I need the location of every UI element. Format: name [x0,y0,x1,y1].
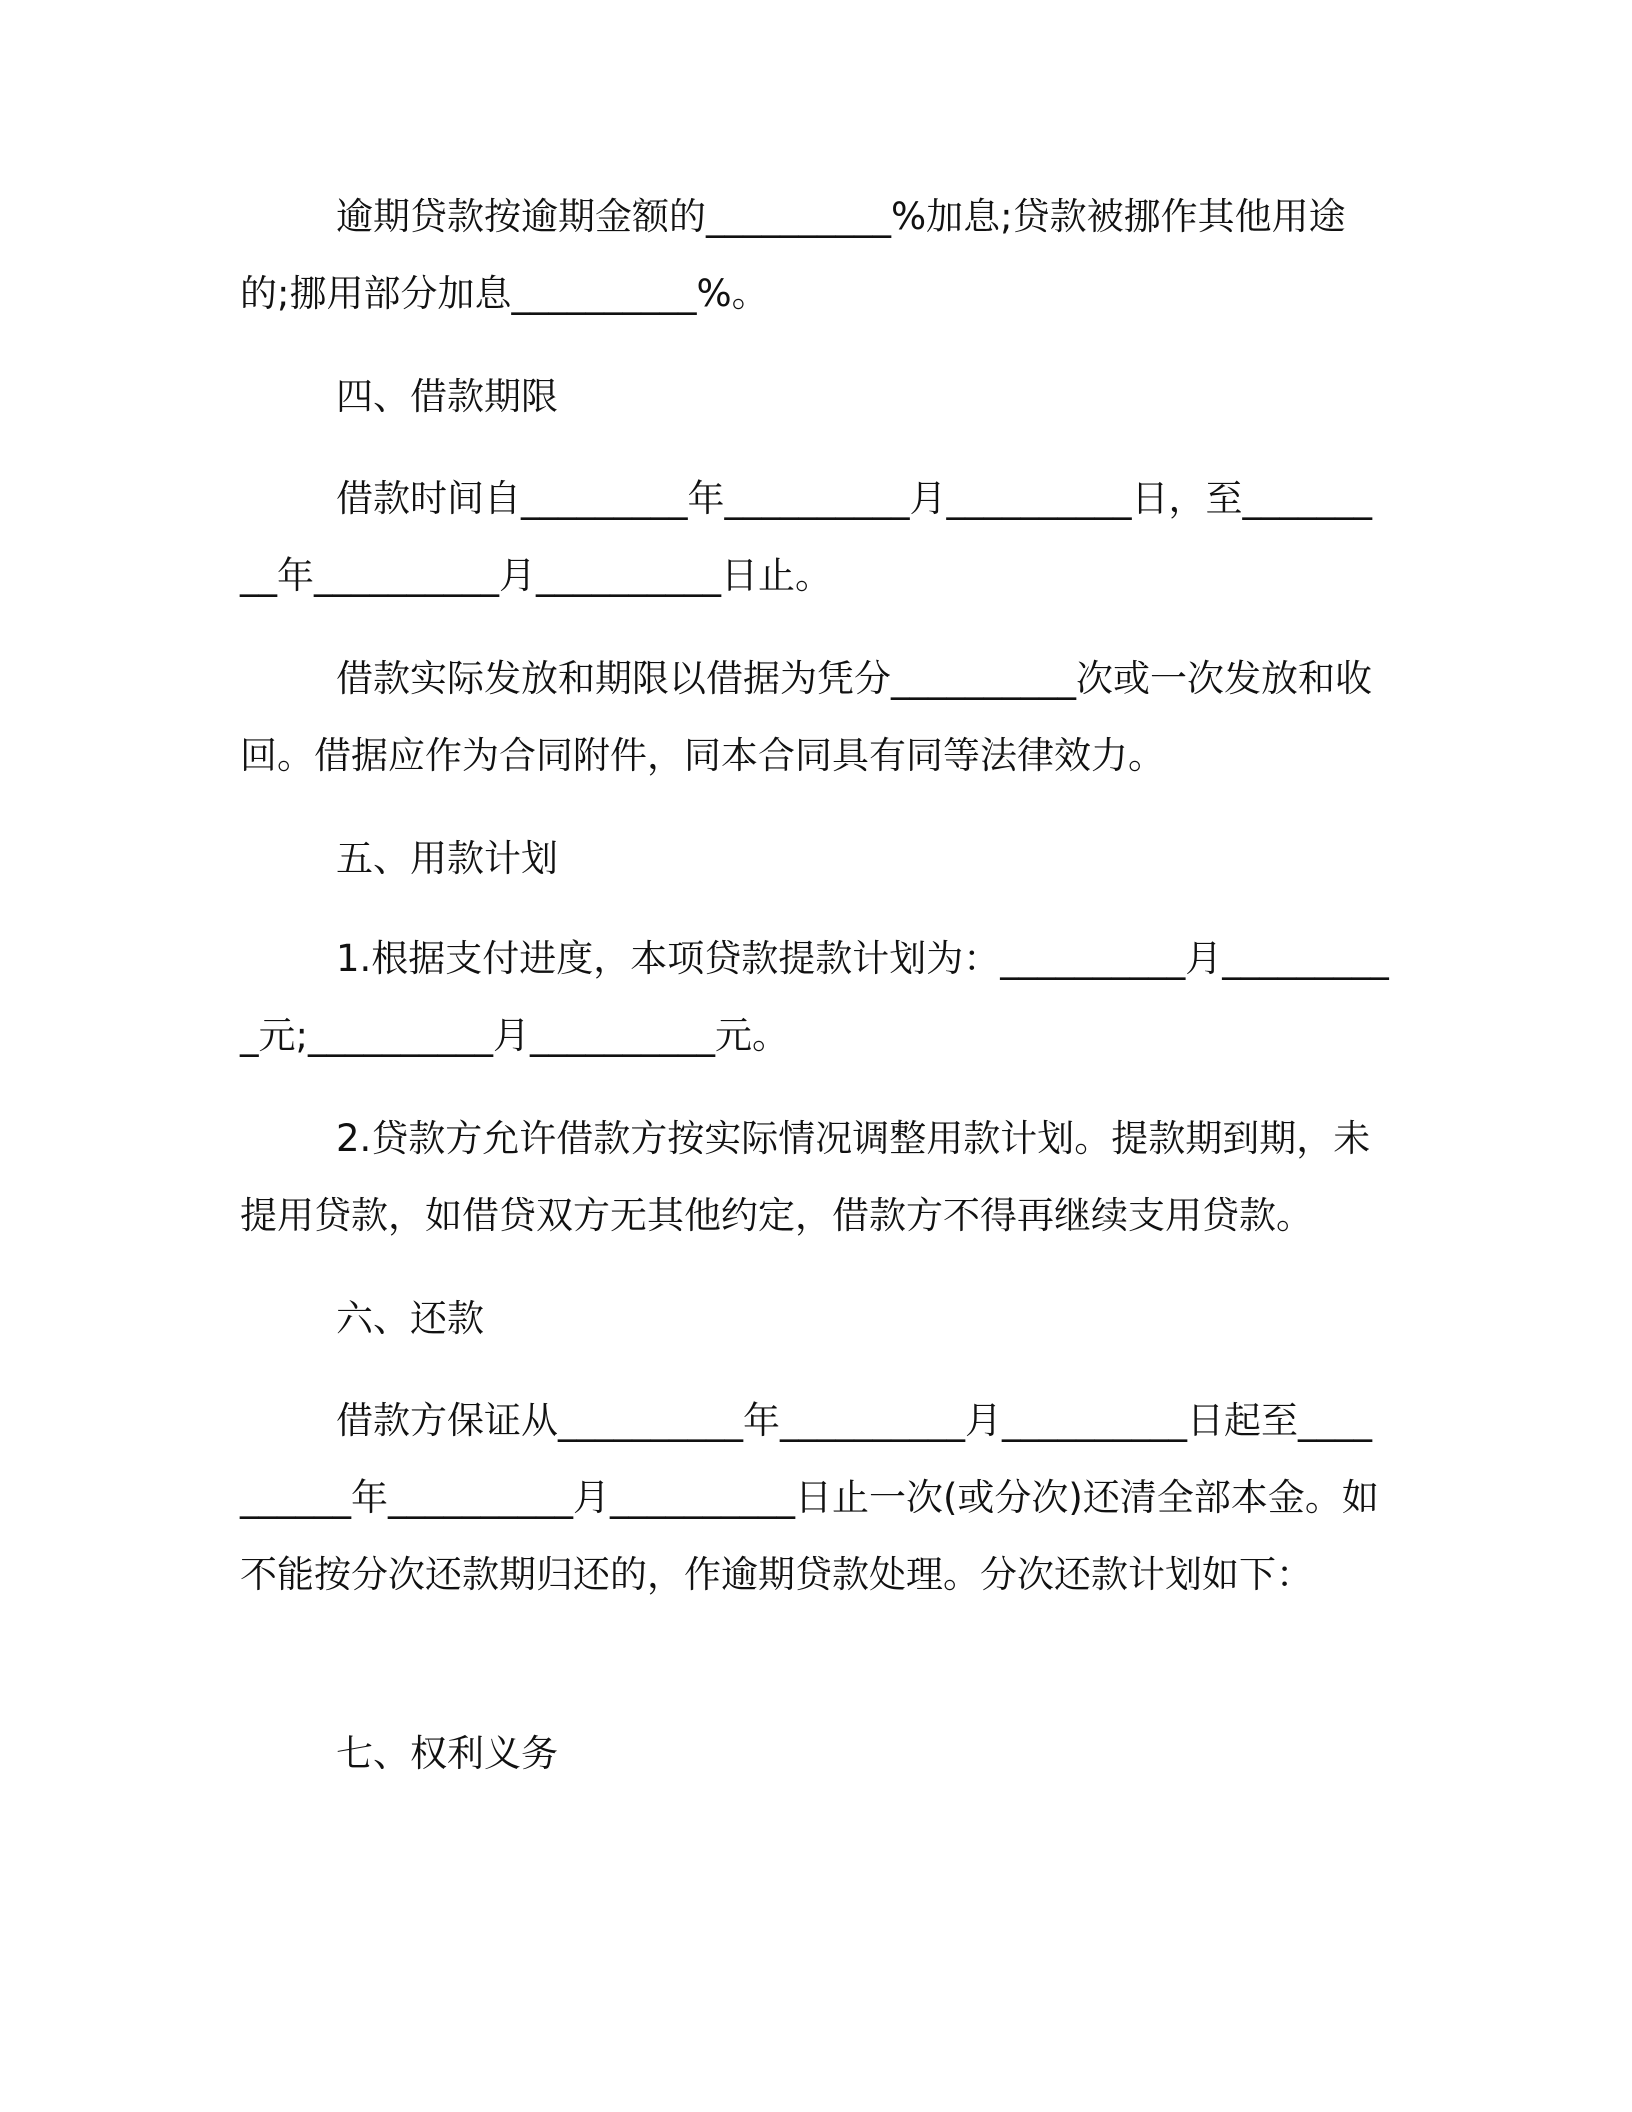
heading-rights-obligations: 七、权利义务 [336,1732,558,1775]
paragraph-plan-adjustment: 2.贷款方允许借款方按实际情况调整用款计划。提款期到期，未提用贷款，如借贷双方无其他约定，借款方不得再继续支用贷款。 [240,1117,1371,1237]
heading-repayment: 六、还款 [336,1297,484,1340]
heading-usage-plan: 五、用款计划 [336,837,558,880]
paragraph-loan-period: 借款时间自_________年__________月__________日，至_________年__________月__________日止。 [240,477,1372,597]
paragraph-loan-disbursement: 借款实际发放和期限以借据为凭分__________次或一次发放和收回。借据应作为合同附件，同本合同具有同等法律效力。 [240,657,1372,777]
heading-loan-term: 四、借款期限 [336,375,558,418]
paragraph-withdrawal-plan: 1.根据支付进度，本项贷款提款计划为：__________月__________元;__________月__________元。 [240,937,1389,1057]
paragraph-repayment-terms: 借款方保证从__________年__________月__________日起至__________年__________月__________日止一次(或分次)还清全部本金。如不能按分次还款期归还的，作逾期贷款处理。分次还款计划如下： [240,1399,1379,1596]
paragraph-overdue-interest: 逾期贷款按逾期金额的__________%加息;贷款被挪作其他用途的;挪用部分加息__________%。 [240,195,1346,315]
